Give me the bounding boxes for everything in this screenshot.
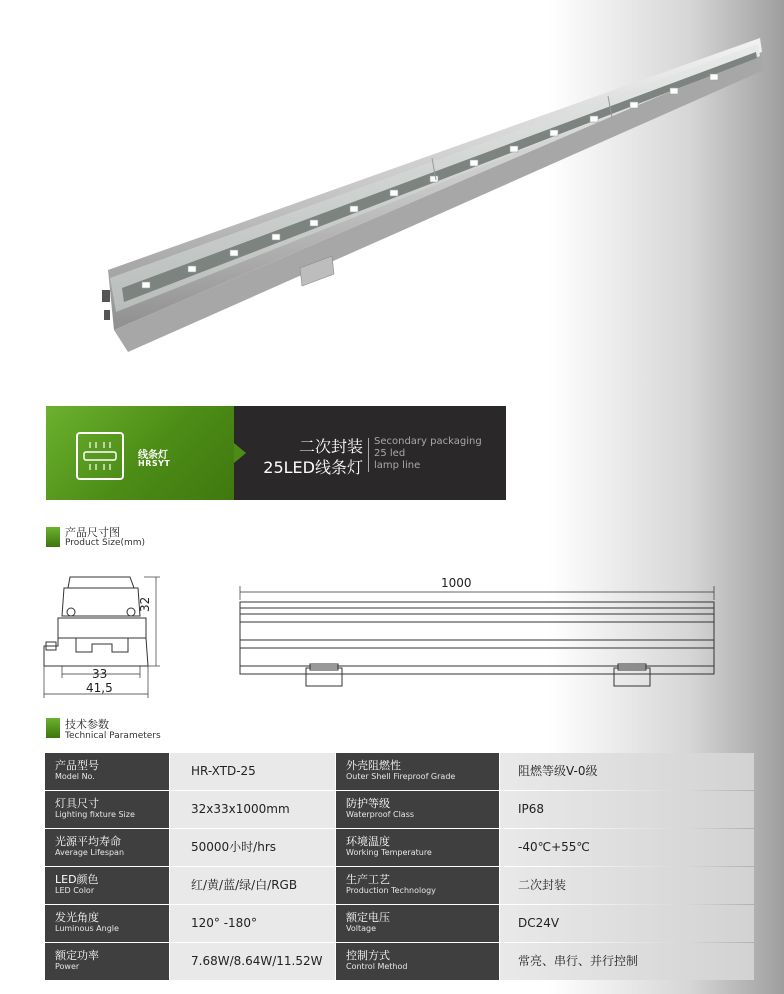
spec-label [336, 867, 499, 904]
dim-height-label: 32 [138, 596, 152, 612]
spec-label-en: LED Color [55, 886, 95, 895]
table-row [45, 867, 754, 904]
dim-inner-width-label: 33 [92, 667, 108, 681]
spec-label-cn: 灯具尺寸 [55, 797, 99, 810]
spec-label-en: Lighting fixture Size [55, 810, 135, 819]
product-photo [100, 30, 770, 360]
table-row [45, 753, 754, 790]
spec-label [45, 867, 169, 904]
size-section-marker [46, 527, 60, 547]
spec-label-cn: 额定电压 [346, 911, 390, 924]
spec-label-cn: 额定功率 [55, 949, 99, 962]
spec-label [45, 753, 169, 790]
spec-label-en: Waterproof Class [346, 810, 415, 819]
banner-title-en-1: Secondary packaging [374, 436, 482, 447]
table-row [45, 943, 754, 980]
spec-value: 50000小时/hrs [170, 829, 335, 866]
spec-value: 32x33x1000mm [170, 791, 335, 828]
spec-label-cn: 外壳阻燃性 [346, 759, 401, 772]
spec-label [45, 829, 169, 866]
table-row [45, 905, 754, 942]
badge-label-en: HRSYT [138, 459, 171, 468]
spec-label-en: Outer Shell Fireproof Grade [346, 772, 456, 781]
spec-label-cn: 光源平均寿命 [55, 835, 121, 848]
spec-label-en: Control Method [346, 962, 408, 971]
param-section-marker [46, 718, 60, 738]
spec-label-cn: 环境温度 [346, 835, 390, 848]
spec-label [336, 829, 499, 866]
spec-label-cn: 控制方式 [346, 949, 390, 962]
banner-title-cn-1: 二次封装 [298, 437, 363, 456]
spec-label [336, 753, 499, 790]
spec-table [45, 753, 754, 981]
spec-label-en: Working Temperature [346, 848, 432, 857]
banner-green-panel [46, 406, 234, 500]
spec-label [336, 905, 499, 942]
spec-value: 阻燃等级V-0级 [500, 753, 754, 790]
param-section-title-en: Technical Parameters [65, 731, 161, 741]
spec-value: 二次封装 [500, 867, 754, 904]
spec-label-cn: LED颜色 [55, 873, 99, 886]
spec-label-cn: 产品型号 [55, 759, 99, 772]
spec-label-en: Model No. [55, 772, 95, 781]
spec-value: 常亮、串行、并行控制 [500, 943, 754, 980]
size-section-title-en: Product Size(mm) [65, 538, 146, 548]
dim-length-label: 1000 [441, 576, 472, 590]
banner-divider [368, 438, 369, 472]
led-strip-icon [76, 432, 124, 480]
banner-title-en [374, 436, 504, 472]
banner-title-cn-2: 25LED线条灯 [263, 458, 363, 477]
size-section-title-cn: 产品尺寸图 [65, 526, 120, 539]
spec-value: 红/黄/蓝/绿/白/RGB [170, 867, 335, 904]
spec-label-en: Average Lifespan [55, 848, 125, 857]
product-banner [46, 406, 506, 500]
side-view-drawing [236, 578, 720, 690]
param-section-title-cn: 技术参数 [65, 718, 109, 731]
spec-value: IP68 [500, 791, 754, 828]
table-row [45, 829, 754, 866]
table-row [45, 791, 754, 828]
badge-label-cn: 线条灯 [138, 450, 168, 461]
spec-value: 7.68W/8.64W/11.52W [170, 943, 335, 980]
dim-outer-width-label: 41,5 [86, 681, 113, 695]
spec-label [336, 943, 499, 980]
spec-label-en: Power [55, 962, 80, 971]
spec-label-en: Voltage [346, 924, 377, 933]
spec-label [45, 905, 169, 942]
banner-arrow [234, 443, 246, 463]
spec-label-cn: 防护等级 [346, 797, 390, 810]
spec-value: 120° -180° [170, 905, 335, 942]
banner-title-en-2: 25 led [374, 448, 406, 459]
spec-label [45, 791, 169, 828]
spec-value: -40℃+55℃ [500, 829, 754, 866]
spec-label-en: Production Technology [346, 886, 436, 895]
spec-label-cn: 发光角度 [55, 911, 99, 924]
spec-label-cn: 生产工艺 [346, 873, 390, 886]
spec-label [45, 943, 169, 980]
banner-title-en-3: lamp line [374, 460, 421, 471]
spec-label [336, 791, 499, 828]
spec-label-en: Luminous Angle [55, 924, 119, 933]
spec-value: DC24V [500, 905, 754, 942]
spec-value: HR-XTD-25 [170, 753, 335, 790]
